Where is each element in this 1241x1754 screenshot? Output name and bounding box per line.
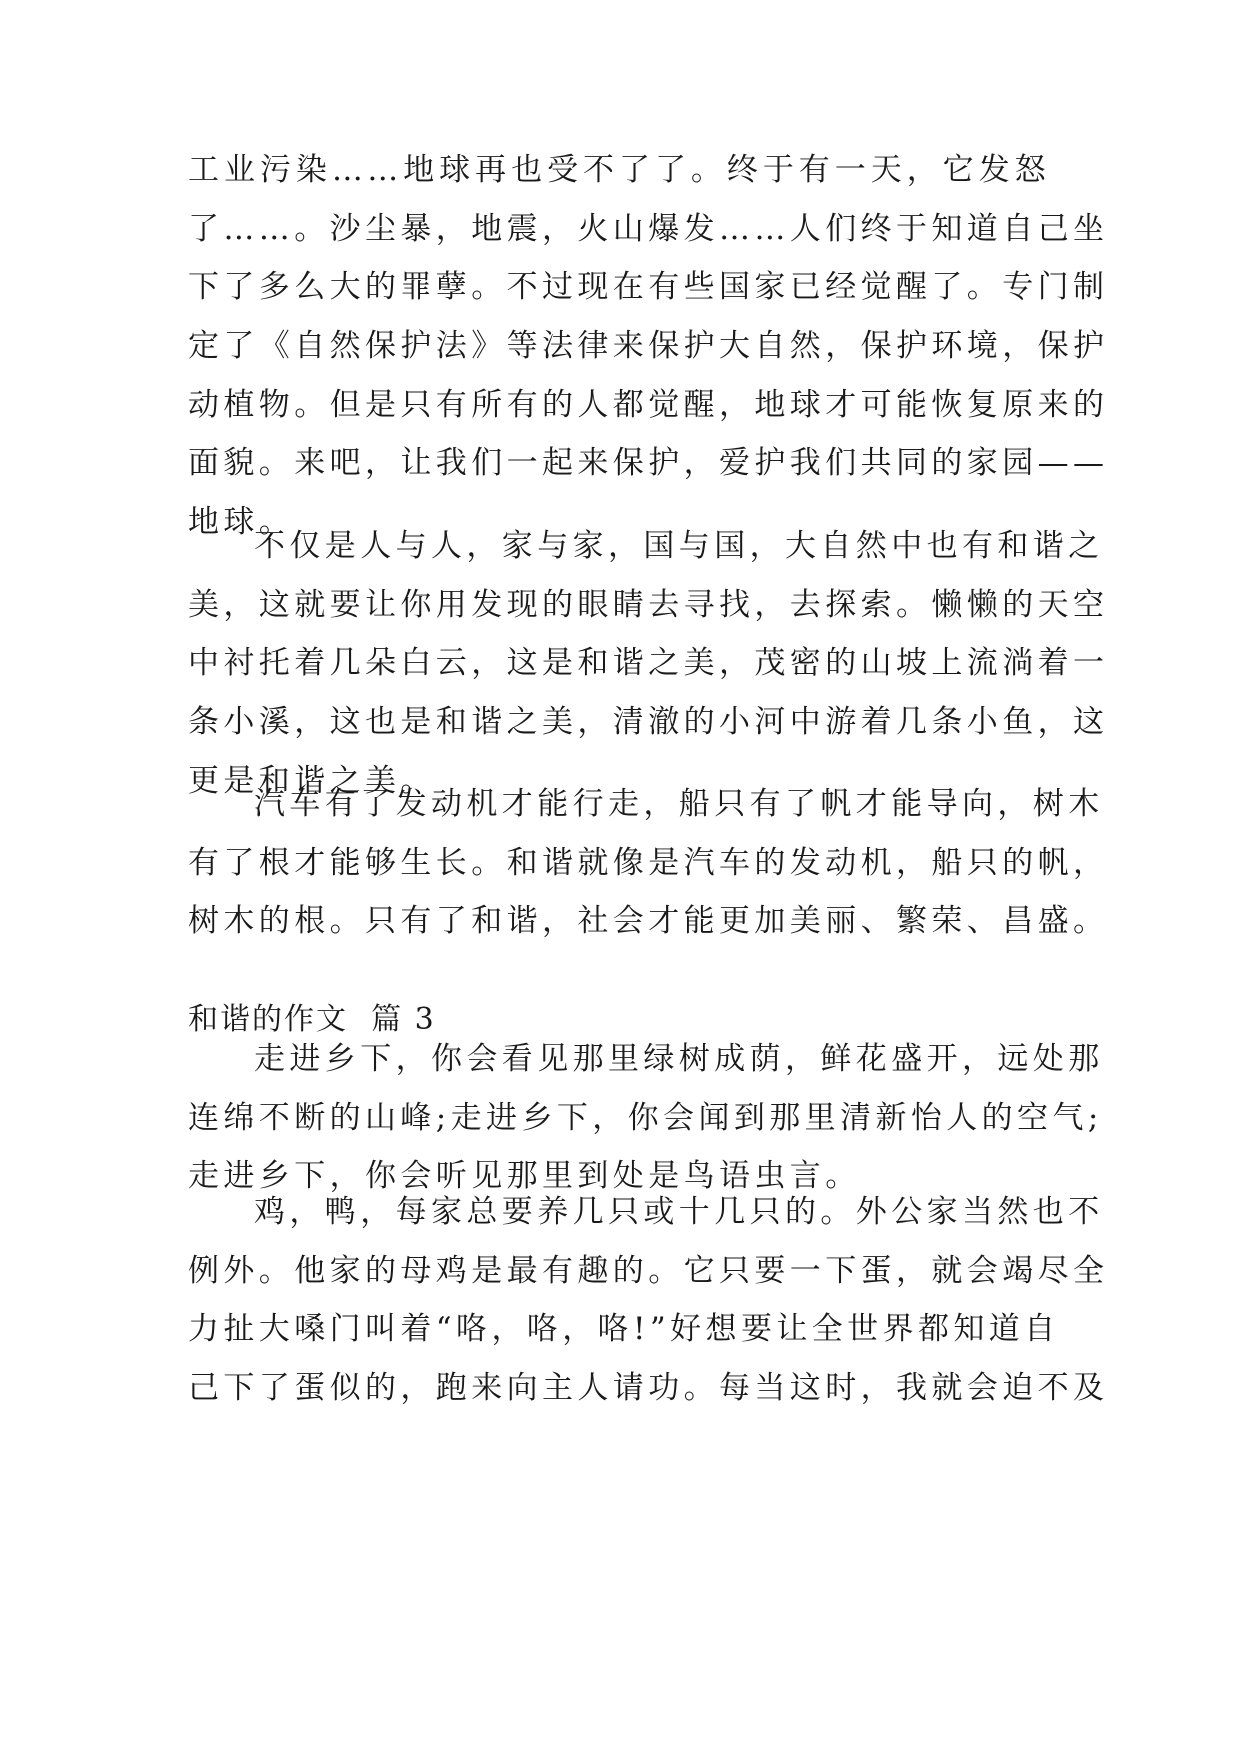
paragraph-line: 连绵不断的山峰;走进乡下，你会闻到那里清新怡人的空气;: [188, 1099, 1103, 1136]
paragraph-line: 动植物。但是只有所有的人都觉醒，地球才可能恢复原来的: [188, 386, 1109, 423]
paragraph-line: 汽车有了发动机才能行走，船只有了帆才能导向，树木: [254, 786, 1104, 822]
paragraph-line: 美，这就要让你用发现的眼睛去寻找，去探索。懒懒的天空: [188, 586, 1109, 623]
paragraph-line: 地球。: [188, 504, 295, 541]
section-heading: 和谐的作文 篇 3: [188, 1002, 436, 1037]
paragraph-line: 面貌。来吧，让我们一起来保护，爱护我们共同的家园——: [188, 445, 1109, 482]
paragraph-line: 鸡，鸭，每家总要养几只或十几只的。外公家当然也不: [254, 1194, 1104, 1230]
paragraph-line: 树木的根。只有了和谐，社会才能更加美丽、繁荣、昌盛。: [188, 903, 1109, 940]
paragraph-line: 工业污染……地球再也受不了了。终于有一天，它发怒: [188, 152, 1050, 188]
paragraph-line: 了……。沙尘暴，地震，火山爆发……人们终于知道自己坐: [188, 210, 1109, 247]
paragraph-line: 更是和谐之美。: [188, 762, 436, 799]
paragraph-3: [188, 775, 1109, 951]
paragraph-line: 定了《自然保护法》等法律来保护大自然，保护环境，保护: [188, 328, 1109, 365]
paragraph-line: 己下了蛋似的，跑来向主人请功。每当这时，我就会迫不及: [188, 1370, 1109, 1407]
paragraph-4: [188, 1030, 1104, 1206]
paragraph-line: 走进乡下，你会看见那里绿树成荫，鲜花盛开，远处那: [254, 1041, 1104, 1077]
paragraph-line: 例外。他家的母鸡是最有趣的。它只要一下蛋，就会竭尽全: [188, 1252, 1109, 1289]
paragraph-line: 有了根才能够生长。和谐就像是汽车的发动机，船只的帆，: [188, 844, 1109, 881]
paragraph-5: [188, 1183, 1109, 1418]
paragraph-1: [188, 141, 1109, 552]
paragraph-line: 不仅是人与人，家与家，国与国，大自然中也有和谐之: [254, 528, 1104, 564]
paragraph-line: 中衬托着几朵白云，这是和谐之美，茂密的山坡上流淌着一: [188, 645, 1109, 682]
paragraph-line: 走进乡下，你会听见那里到处是鸟语虫言。: [188, 1158, 861, 1195]
paragraph-line: 力扯大嗓门叫着“咯，咯，咯!”好想要让全世界都知道自: [188, 1311, 1060, 1348]
paragraph-line: 下了多么大的罪孽。不过现在有些国家已经觉醒了。专门制: [188, 269, 1109, 306]
paragraph-2: [188, 517, 1109, 810]
paragraph-line: 条小溪，这也是和谐之美，清澈的小河中游着几条小鱼，这: [188, 704, 1109, 741]
